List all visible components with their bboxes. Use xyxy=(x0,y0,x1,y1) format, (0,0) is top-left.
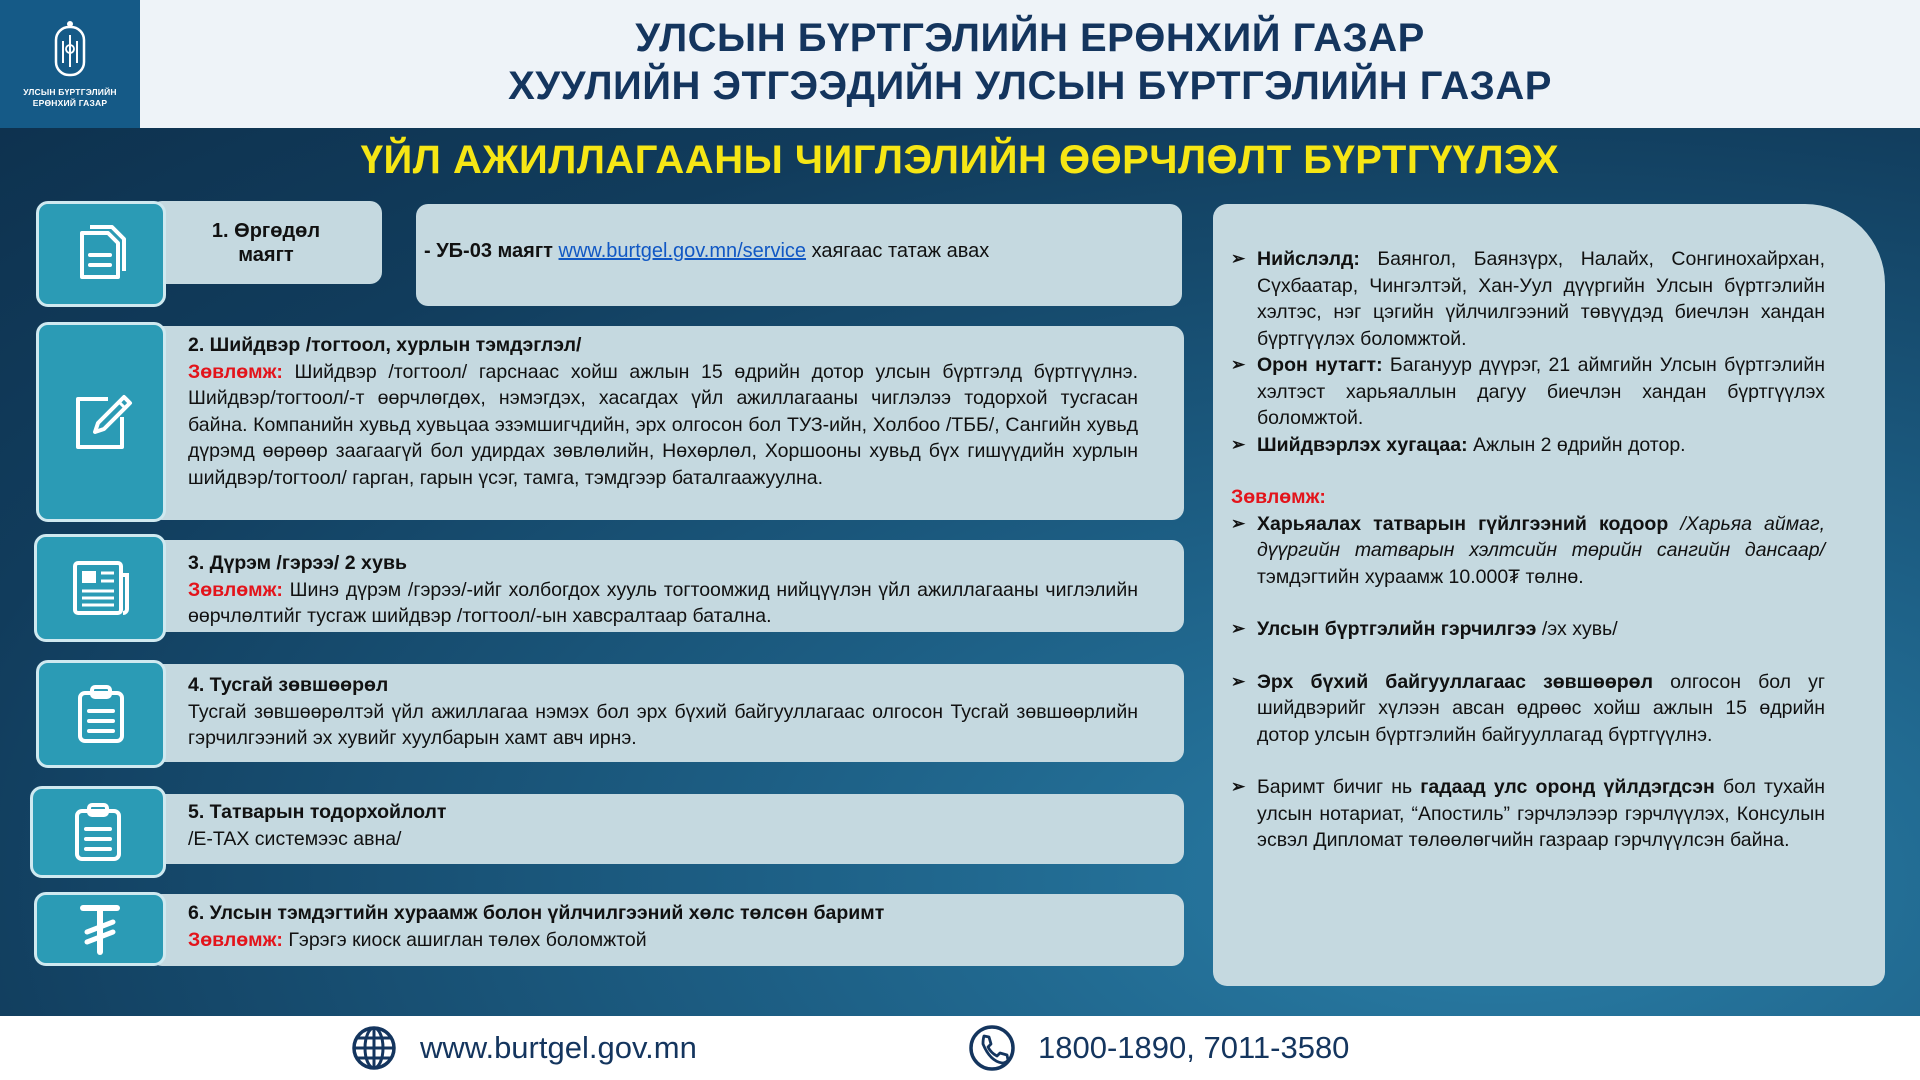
step1-title-card xyxy=(150,201,382,284)
step1-title-line2: маягт xyxy=(238,243,294,266)
rp-item6-text: олгосон бол уг шийдвэрийг хүлээн авсан өдрөөс хойш ажлын 15 өдрийн дотор улсын бүртгэлийн байгууллагад бүртгүүлнэ. xyxy=(1257,670,1825,746)
step2-body xyxy=(188,359,1138,492)
step1-service-link[interactable]: www.burtgel.gov.mn/service xyxy=(558,240,807,262)
step1-title-line1: 1. Өргөдөл xyxy=(211,219,321,242)
rp-item-foreign-docs xyxy=(1231,774,1825,854)
arrow-bullet-icon: ➢ xyxy=(1231,249,1246,268)
step1-content-card xyxy=(416,204,1182,306)
rp-item5-bold: Улсын бүртгэлийн гэрчилгээ xyxy=(1257,618,1537,640)
arrow-bullet-icon: ➢ xyxy=(1231,513,1246,533)
logo-text-line2: ЕРӨНХИЙ ГАЗАР xyxy=(32,98,108,108)
step6-body xyxy=(188,927,1138,954)
globe-icon xyxy=(350,1024,398,1072)
step3-text: Шинэ дүрэм /гэрээ/-ийг холбогдох хууль тогтоомжид нийцүүлэн үйл ажиллагааны чиглэлийн өөрчлөлтийг тусгаж шийдвэр /тогтоол/-ын хавсралтаар батална. xyxy=(188,578,1138,627)
footer xyxy=(0,1016,1920,1080)
rp-item4-italic: /Харьяа аймаг, дүүргийн татварын хэлтсийн төрийн сангийн дансаар/ xyxy=(1257,512,1825,561)
rp-item7-bold: гадаад улс оронд үйлдэгдсэн xyxy=(1420,776,1715,798)
footer-website[interactable] xyxy=(350,1024,697,1072)
rp-item1-bold: Нийслэлд: xyxy=(1257,248,1360,270)
step5-icon-tile xyxy=(30,786,166,878)
right-info-panel xyxy=(1213,204,1885,986)
step1-text-suffix: хаягаас татаж авах xyxy=(806,240,990,262)
step5-card xyxy=(150,794,1184,864)
clipboard-list-icon xyxy=(63,797,133,867)
main-panel xyxy=(0,128,1920,1016)
step5-title: 5. Татварын тодорхойлолт xyxy=(188,801,447,823)
step6-icon-tile xyxy=(34,892,166,966)
header-title-line2: ХУУЛИЙН ЭТГЭЭДИЙН УЛСЫН БҮРТГЭЛИЙН ГАЗАР xyxy=(508,64,1552,108)
step2-text: Шийдвэр /тогтоол/ гарснаас хойш ажлын 15 өдрийн дотор улсын бүртгэлд бүртгүүлнэ. Шийдвэр/тогтоол/-т өөрчлөгдөх, нэмэгдэх, хасагдах үйл ажиллагааны чиглэлээ тодорхой тусгасан байна. Компанийн хувьд хувьцаа эзэмшигчдийн, эрх олгосон бол ТУЗ-ийн, Холбоо /ТББ/, Сангийн хувьд дүрэмд өөрөөр заагаагүй бол удирдах зөвлөлийн, Нөхөрлөл, Хоршооны хувьд бүх гишүүдийн хурлын шийдвэр/тогтоол/ гарган, гарын үсэг, тамга, тэмдгээр баталгаажуулна. xyxy=(188,360,1138,489)
emblem-icon xyxy=(50,19,90,81)
rp-item3-text: Ажлын 2 өдрийн дотор. xyxy=(1467,433,1686,456)
arrow-bullet-icon: ➢ xyxy=(1231,355,1246,374)
step4-card xyxy=(150,664,1184,762)
footer-website-text[interactable]: www.burtgel.gov.mn xyxy=(420,1030,697,1065)
rp-item6-bold: Эрх бүхий байгууллагаас зөвшөөрөл xyxy=(1257,670,1653,693)
footer-phone[interactable] xyxy=(968,1024,1349,1072)
edit-pencil-icon xyxy=(66,387,136,457)
step6-title: 6. Улсын тэмдэгтийн хураамж болон үйлчилгээний хөлс төлсөн баримт xyxy=(188,902,885,924)
step4-title: 4. Тусгай зөвшөөрөл xyxy=(188,674,389,696)
rp-item4-bold: Харьяалах татварын гүйлгээний кодоор xyxy=(1257,512,1669,535)
rp-item-local xyxy=(1231,352,1825,432)
step3-card xyxy=(150,540,1184,632)
footer-phone-text[interactable]: 1800-1890, 7011-3580 xyxy=(1038,1030,1350,1065)
rp-item-fee xyxy=(1231,511,1825,591)
step6-card xyxy=(150,894,1184,966)
step3-title: 3. Дүрэм /гэрээ/ 2 хувь xyxy=(188,552,407,574)
header-titles xyxy=(140,14,1920,110)
step3-body xyxy=(188,577,1138,630)
arrow-bullet-icon: ➢ xyxy=(1231,777,1246,796)
rp-item-deadline xyxy=(1231,432,1825,459)
rp-item-certificate xyxy=(1231,616,1825,643)
main-title: ҮЙЛ АЖИЛЛАГААНЫ ЧИГЛЭЛИЙН ӨӨРЧЛӨЛТ БҮРТГҮҮЛЭХ xyxy=(360,138,1560,182)
phone-icon xyxy=(968,1024,1016,1072)
step1-text-prefix: - УБ-03 маягт xyxy=(424,240,559,262)
rp-tip-label: Зөвлөмж: xyxy=(1231,486,1326,508)
step2-card xyxy=(150,326,1184,520)
rp-item-permission xyxy=(1231,669,1825,749)
step2-title: 2. Шийдвэр /тогтоол, хурлын тэмдэглэл/ xyxy=(188,334,582,356)
rp-item2-bold: Орон нутагт: xyxy=(1257,354,1383,376)
logo[interactable] xyxy=(0,0,140,128)
step6-text: Гэрэгэ киоск ашиглан төлөх боломжтой xyxy=(282,928,647,951)
arrow-bullet-icon: ➢ xyxy=(1231,434,1246,454)
step6-tip-label: Зөвлөмж: xyxy=(188,928,283,951)
rp-item4-text: тэмдэгтийн хураамж 10.000₮ төлнө. xyxy=(1257,565,1584,588)
step1-icon-tile xyxy=(36,201,166,307)
step5-text: /E-TAX системээс авна/ xyxy=(188,827,402,850)
arrow-bullet-icon: ➢ xyxy=(1231,671,1246,691)
tugrik-currency-icon xyxy=(65,894,135,964)
header xyxy=(0,0,1920,128)
step4-icon-tile xyxy=(36,660,166,768)
rp-item2-text: Багануур дүүрэг, 21 аймгийн Улсын бүртгэлийн хэлтэст харьяаллын дагуу биечлэн хандан бүртгүүлэх боломжтой. xyxy=(1257,354,1825,429)
arrow-bullet-icon: ➢ xyxy=(1231,619,1246,638)
rp-item7-pre: Баримт бичиг нь xyxy=(1257,776,1421,798)
document-copy-icon xyxy=(66,219,136,289)
step3-tip-label: Зөвлөмж: xyxy=(188,578,283,601)
clipboard-icon xyxy=(66,679,136,749)
step3-icon-tile xyxy=(34,534,166,642)
step4-text: Тусгай зөвшөөрөлтэй үйл ажиллагаа нэмэх бол эрх бүхий байгууллагаас олгосон Тусгай зөвшөөрлийн гэрчилгээний эх хувийг хуулбарын хамт авч ирнэ. xyxy=(188,700,1138,749)
rp-item5-text: /эх хувь/ xyxy=(1536,618,1618,640)
step2-tip-label: Зөвлөмж: xyxy=(188,360,283,383)
header-title-line1: УЛСЫН БҮРТГЭЛИЙН ЕРӨНХИЙ ГАЗАР xyxy=(635,16,1425,60)
step2-icon-tile xyxy=(36,322,166,522)
rp-item7-text: бол тухайн улсын нотариат, “Апостиль” гэрчлэлээр гэрчлүүлэх, Консулын эсвэл Дипломат төлөөлөгчийн газраар гэрчлүүлсэн байна. xyxy=(1257,776,1825,851)
rp-item1-text: Баянгол, Баянзүрх, Налайх, Сонгинохайрхан, Сүхбаатар, Чингэлтэй, Хан-Уул дүүргийн Улсын бүртгэлийн хэлтэс, нэг цэгийн үйлчилгээний төвүүдэд биечлэн хандан бүртгүүлэх боломжтой. xyxy=(1257,248,1825,350)
rp-item3-bold: Шийдвэрлэх хугацаа: xyxy=(1257,433,1468,456)
rp-item-capital xyxy=(1231,246,1825,352)
newspaper-icon xyxy=(65,553,135,623)
logo-text-line1: УЛСЫН БҮРТГЭЛИЙН xyxy=(23,87,117,97)
